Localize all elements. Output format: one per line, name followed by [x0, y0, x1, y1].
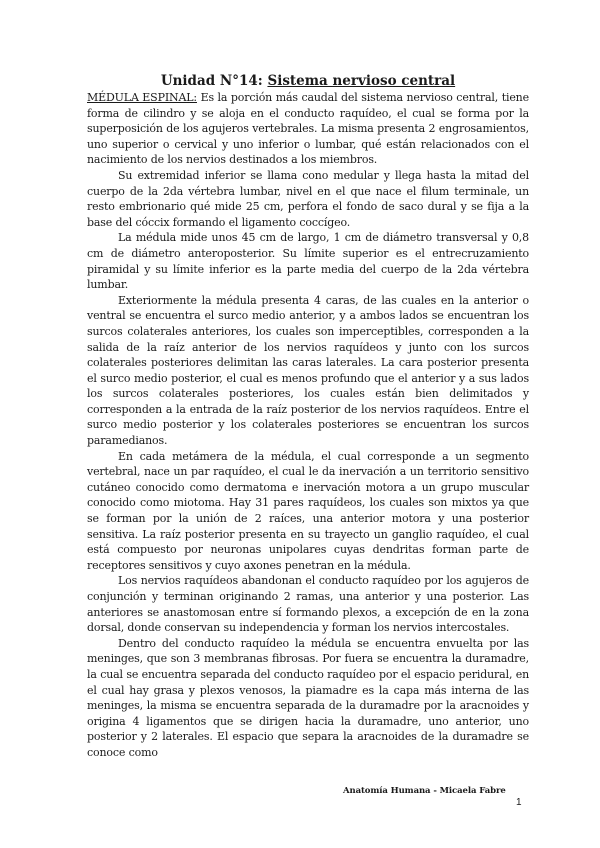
- paragraph-3: La médula mide unos 45 cm de largo, 1 cm de diámetro transversal y 0,8 cm de diámetro anteroposterior. Su límite superior es el entrecruzamiento piramidal y su límite inferior es la parte media del cuerpo de la 2da vértebra lumbar.: [87, 231, 529, 292]
- paragraph-1-text: Es la porción más caudal del sistema nervioso central, tiene forma de cilindro y se aloja en el conducto raquídeo, el cual se forma por la superposición de los agujeros vertebrales. La misma presenta 2 engrosamientos, uno superior o cervical y uno inferior o lumbar, qué están relacionados con el nacimiento de los nervios destinados a los miembros.: [87, 91, 529, 167]
- paragraph-6: Los nervios raquídeos abandonan el conducto raquídeo por los agujeros de conjunción y terminan originando 2 ramas, una anterior y una posterior. Las anteriores se anastomosan entre sí formando plexos, a excepción de en la zona dorsal, donde conservan su independencia y forman los nervios intercostales.: [87, 574, 529, 635]
- paragraph-7: Dentro del conducto raquídeo la médula se encuentra envuelta por las meninges, que son 3 membranas fibrosas. Por fuera se encuentra la duramadre, la cual se encuentra separada del conducto raquídeo por el espacio peridural, en el cual hay grasa y plexos venosos, la piamadre es la capa más interna de las meninges, la misma se encuentra separada de la duramadre por la aracnoides y origina 4 ligamentos que se dirigen hacia la duramadre, uno anterior, uno posterior y 2 laterales. El espacio que separa la aracnoides de la duramadre se conoce como: [87, 636, 529, 759]
- footer-author: Anatomía Humana - Micaela Fabre: [343, 786, 506, 796]
- section-heading-medula-espinal: MÉDULA ESPINAL:: [87, 91, 197, 104]
- document-page: [87, 72, 529, 761]
- paragraph-2: Su extremidad inferior se llama cono medular y llega hasta la mitad del cuerpo de la 2da vértebra lumbar, nivel en el que nace el filum terminale, un resto embrionario qué mide 25 cm, perfora el fondo de saco dural y se fija a la base del cóccix formando el ligamento coccígeo.: [87, 168, 529, 229]
- title-main: Sistema nervioso central: [267, 73, 456, 89]
- paragraph-4: Exteriormente la médula presenta 4 caras, de las cuales en la anterior o ventral se encuentra el surco medio anterior, y a ambos lados se encuentran los surcos colaterales anteriores, los cuales son imperceptibles, corresponden a la salida de la raíz anterior de los nervios raquídeos y junto con los surcos colaterales posteriores delimitan las caras laterales. La cara posterior presenta el surco medio posterior, el cual es menos profundo que el anterior y a sus lados los surcos colaterales posteriores, los cuales están bien delimitados y corresponden a la entrada de la raíz posterior de los nervios raquídeos. Entre el surco medio posterior y los colaterales posteriores se encuentran los surcos paramedianos.: [87, 293, 529, 448]
- document-body: [87, 90, 529, 761]
- page-title: [87, 72, 529, 90]
- paragraph-5: En cada metámera de la médula, el cual corresponde a un segmento vertebral, nace un par raquídeo, el cual le da inervación a un territorio sensitivo cutáneo conocido como dermatoma e inervación motora a un grupo muscular conocido como miotoma. Hay 31 pares raquídeos, los cuales son mixtos ya que se forman por la unión de 2 raíces, una anterior motora y una posterior sensitiva. La raíz posterior presenta en su trayecto un ganglio raquídeo, el cual está compuesto por neuronas unipolares cuyas dendritas forman parte de receptores sensitivos y cuyo axones penetran en la médula.: [87, 449, 529, 572]
- title-prefix: Unidad N°14:: [160, 73, 268, 89]
- page-number: 1: [516, 797, 522, 808]
- paragraph-1: [87, 90, 529, 168]
